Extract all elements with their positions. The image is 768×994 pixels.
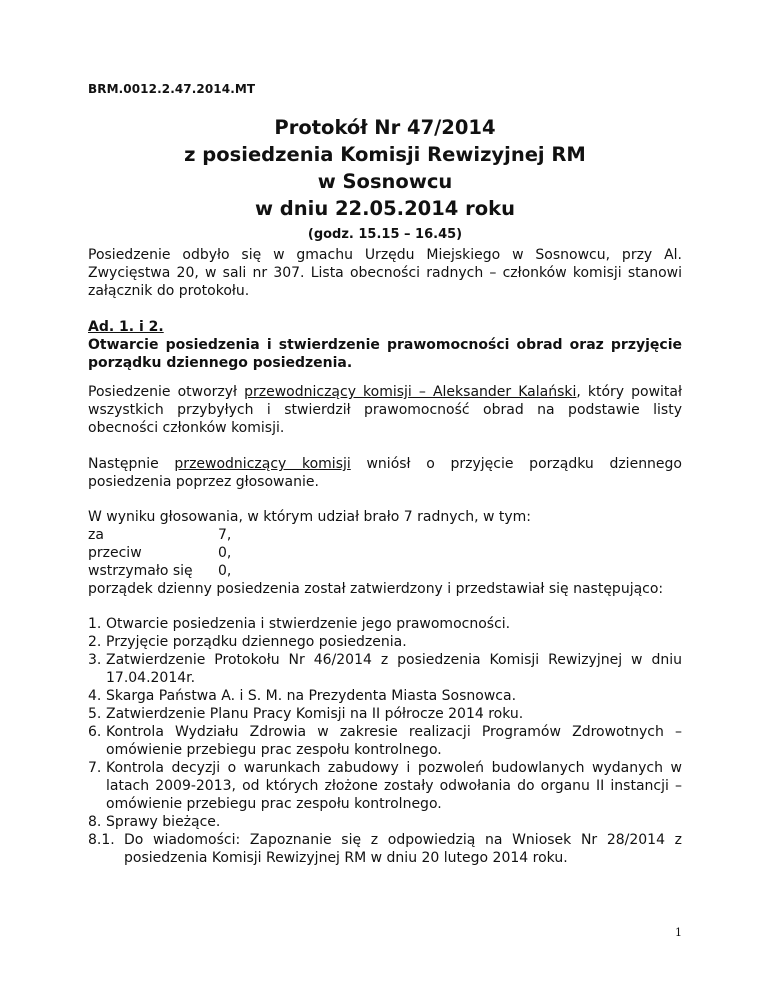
agenda-text: Kontrola Wydziału Zdrowia w zakresie realizacji Programów Zdrowotnych – omówienie przebiegu prac zespołu kontrolnego.: [106, 724, 682, 758]
title-line-2: z posiedzenia Komisji Rewizyjnej RM: [184, 143, 586, 166]
vote-label: za: [88, 527, 104, 543]
agenda-number: 2.: [88, 634, 102, 650]
opening-text-b: , który powitał wszystkich przybyłych i stwierdził prawomocność obrad na podstawie listy obecności członków komisji.: [88, 384, 682, 436]
agenda-text: Zatwierdzenie Planu Pracy Komisji na II półrocze 2014 roku.: [106, 706, 524, 722]
chairman-name: przewodniczący komisji – Aleksander Kalański: [244, 384, 577, 400]
agenda-text: Do wiadomości: Zapoznanie się z odpowiedzią na Wniosek Nr 28/2014 z posiedzenia Komisji Rewizyjnej RM w dniu 20 lutego 2014 roku.: [124, 832, 682, 866]
meeting-time: (godz. 15.15 – 16.45): [307, 227, 463, 242]
agenda-text: Zatwierdzenie Protokołu Nr 46/2014 z posiedzenia Komisji Rewizyjnej w dniu 17.04.2014r.: [106, 652, 682, 686]
agenda-item: [88, 615, 682, 633]
agenda-item: [88, 813, 682, 831]
opening-paragraph: [88, 383, 682, 437]
vote-label: przeciw: [88, 545, 142, 561]
title-block: [88, 114, 682, 242]
vote-label: wstrzymało się: [88, 563, 193, 579]
section-1: [88, 318, 682, 372]
agenda-item: [88, 633, 682, 651]
agenda-text: Sprawy bieżące.: [106, 814, 221, 830]
motion-text-b: wniósł o przyjęcie porządku dziennego posiedzenia poprzez głosowanie.: [88, 456, 682, 490]
vote-block: [88, 508, 682, 598]
agenda-text: Przyjęcie porządku dziennego posiedzenia.: [106, 634, 407, 650]
title-line-4: w dniu 22.05.2014 roku: [254, 197, 515, 220]
agenda-subitem: [88, 831, 682, 867]
vote-value: 7,: [218, 527, 232, 543]
agenda-item: [88, 705, 682, 723]
page-number: 1: [675, 926, 682, 939]
agenda-item: [88, 651, 682, 687]
section-heading: Otwarcie posiedzenia i stwierdzenie prawomocności obrad oraz przyjęcie porządku dziennego posiedzenia.: [88, 337, 682, 371]
agenda-item: [88, 759, 682, 813]
agenda-number: 8.1.: [88, 832, 115, 848]
vote-intro: W wyniku głosowania, w którym udział brało 7 radnych, w tym:: [88, 509, 532, 525]
agenda-item: [88, 723, 682, 759]
reference-number: BRM.0012.2.47.2014.MT: [88, 82, 256, 96]
vote-value: 0,: [218, 545, 232, 561]
agenda-number: 4.: [88, 688, 102, 704]
motion-text-a: Następnie: [88, 456, 175, 472]
agenda-number: 6.: [88, 724, 102, 740]
motion-paragraph: [88, 455, 682, 491]
vote-value: 0,: [218, 563, 232, 579]
vote-row-against: [88, 544, 682, 562]
agenda-number: 7.: [88, 760, 102, 776]
intro-paragraph: Posiedzenie odbyło się w gmachu Urzędu Miejskiego w Sosnowcu, przy Al. Zwycięstwa 20, w sali nr 307. Lista obecności radnych – członków komisji stanowi załącznik do protokołu.: [88, 247, 682, 299]
agenda-item: [88, 687, 682, 705]
agenda-list: [88, 615, 682, 867]
agenda-text: Kontrola decyzji o warunkach zabudowy i pozwoleń budowlanych wydanych w latach 2009-2013, od których złożone zostały odwołania do organu II instancji – omówienie przebiegu prac zespołu kontrolnego.: [106, 760, 682, 812]
vote-outro: porządek dzienny posiedzenia został zatwierdzony i przedstawiał się następująco:: [88, 581, 664, 597]
agenda-text: Otwarcie posiedzenia i stwierdzenie jego prawomocności.: [106, 616, 511, 632]
agenda-number: 3.: [88, 652, 102, 668]
opening-text-a: Posiedzenie otworzył: [88, 384, 245, 400]
agenda-text: Skarga Państwa A. i S. M. na Prezydenta Miasta Sosnowca.: [106, 688, 517, 704]
agenda-number: 1.: [88, 616, 102, 632]
agenda-number: 5.: [88, 706, 102, 722]
section-label: Ad. 1. i 2.: [88, 319, 164, 335]
vote-row-abstained: [88, 562, 682, 580]
chairman-title: przewodniczący komisji: [174, 456, 351, 472]
title-line-3: w Sosnowcu: [317, 170, 453, 193]
vote-row-for: [88, 526, 682, 544]
agenda-number: 8.: [88, 814, 102, 830]
title-line-1: Protokół Nr 47/2014: [274, 116, 496, 139]
